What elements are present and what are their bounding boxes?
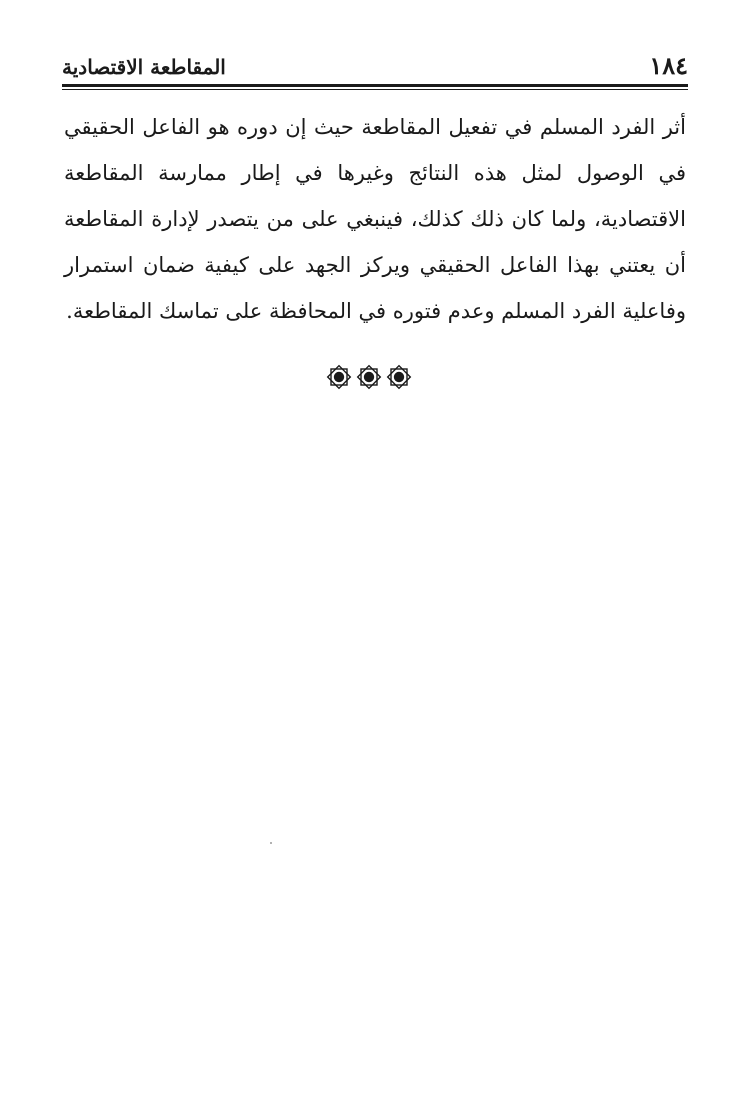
page-number: ١٨٤	[649, 51, 688, 80]
running-title: المقاطعة الاقتصادية	[62, 55, 226, 79]
section-end-ornament	[326, 362, 412, 392]
page-header	[62, 50, 688, 84]
octagram-flower-icon	[386, 364, 412, 390]
octagram-flower-icon	[356, 364, 382, 390]
header-rule-thin	[62, 89, 688, 90]
octagram-flower-icon	[326, 364, 352, 390]
header-rule-thick	[62, 84, 688, 87]
body-paragraph: أثر الفرد المسلم في تفعيل المقاطعة حيث إن دوره هو الفاعل الحقيقي في الوصول لمثل هذه النتائج وغيرها في إطار ممارسة المقاطعة الاقتصادية، ولما كان ذلك كذلك، فينبغي على من يتصدر لإدارة المقاطعة أن يعتني بهذا الفاعل الحقيقي ويركز الجهد على كيفية ضمان استمرار وفاعلية الفرد المسلم وعدم فتوره في المحافظة على تماسك المقاطعة.	[64, 115, 686, 323]
scan-speck	[270, 842, 272, 844]
